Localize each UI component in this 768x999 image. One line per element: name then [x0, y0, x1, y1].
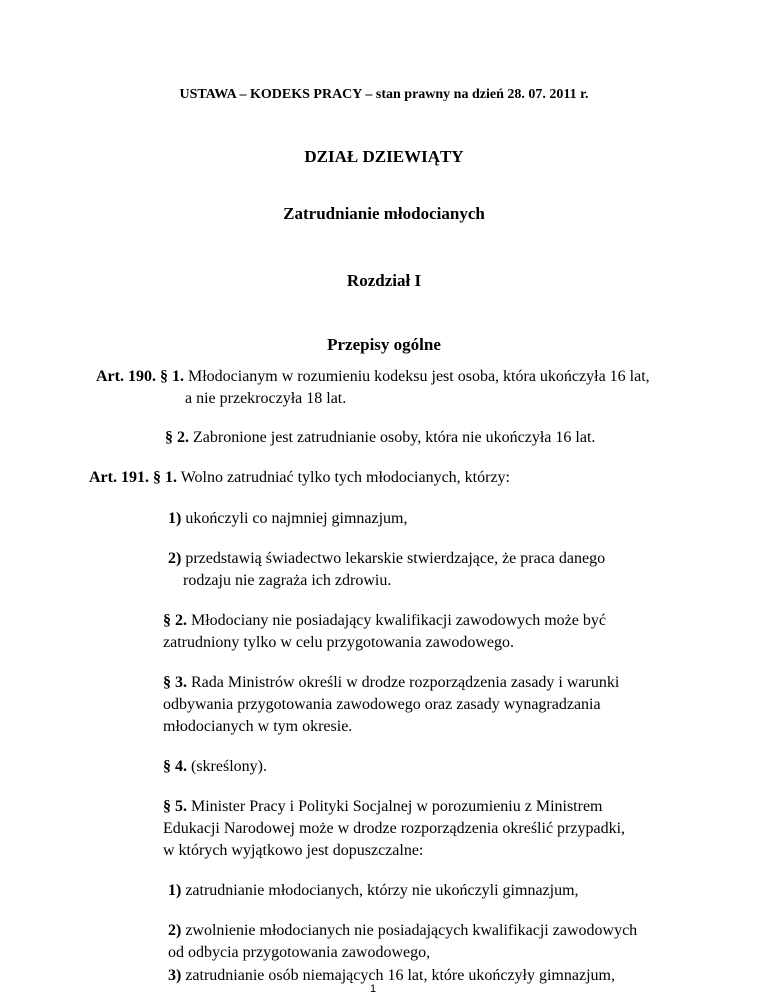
art-191-par-3-line-2: odbywania przygotowania zawodowego oraz zasady wynagradzania: [163, 696, 601, 713]
division-title: DZIAŁ DZIEWIĄTY: [304, 147, 464, 166]
art-190-par-2: [165, 428, 595, 447]
document-title: Zatrudnianie młodocianych: [283, 204, 485, 223]
section-title: Przepisy ogólne: [327, 335, 441, 354]
paragraph-text: Zabronione jest zatrudnianie osoby, która nie ukończyła 16 lat.: [189, 429, 596, 446]
item-number: 1): [168, 510, 182, 527]
art-191-par-1: [89, 468, 510, 487]
page-number: 1: [370, 983, 377, 995]
art-191-par-3-line-3: młodocianych w tym okresie.: [163, 718, 353, 735]
item-text: zwolnienie młodocianych nie posiadających kwalifikacji zawodowych: [181, 922, 638, 939]
art-190-par-1: [96, 367, 650, 386]
article-label: Art. 191.: [89, 469, 149, 486]
item-text: zatrudnianie młodocianych, którzy nie ukończyli gimnazjum,: [181, 882, 579, 899]
article-label: Art. 190.: [96, 368, 156, 385]
item-text: ukończyli co najmniej gimnazjum,: [181, 510, 408, 527]
art-191-par-5-item-2-continuation: od odbycia przygotowania zawodowego,: [168, 944, 431, 961]
item-number: 2): [168, 550, 182, 567]
art-191-par-3: [163, 673, 619, 692]
item-text: zatrudnianie osób niemających 16 lat, które ukończyły gimnazjum,: [181, 967, 615, 984]
art-191-par-2-continuation: zatrudniony tylko w celu przygotowania zawodowego.: [163, 634, 515, 651]
art-191-par-1-item-1: [168, 509, 408, 528]
paragraph-marker: § 2.: [165, 429, 189, 446]
art-191-par-5-item-3: [168, 966, 615, 985]
item-number: 2): [168, 922, 182, 939]
paragraph-text: Wolno zatrudniać tylko tych młodocianych, którzy:: [176, 469, 510, 486]
paragraph-text: Minister Pracy i Polityki Socjalnej w porozumieniu z Ministrem: [187, 798, 603, 815]
art-191-par-5-line-2: Edukacji Narodowej może w drodze rozporządzenia określić przypadki,: [163, 820, 626, 837]
art-191-par-1-item-2: [168, 549, 605, 568]
paragraph-text: Młodociany nie posiadający kwalifikacji zawodowych może być: [187, 612, 606, 629]
art-191-par-5-item-1: [168, 881, 579, 900]
art-191-par-5: [163, 797, 603, 816]
art-190-par-1-continuation: a nie przekroczyła 18 lat.: [185, 390, 347, 407]
paragraph-marker: § 1.: [152, 469, 177, 486]
art-191-par-1-item-2-continuation: rodzaju nie zagraża ich zdrowiu.: [183, 572, 392, 589]
art-191-par-2: [163, 611, 606, 630]
paragraph-marker: § 2.: [163, 612, 187, 629]
document-header: USTAWA – KODEKS PRACY – stan prawny na dzień 28. 07. 2011 r.: [179, 87, 589, 102]
paragraph-marker: § 3.: [163, 674, 187, 691]
paragraph-marker: § 1.: [159, 368, 184, 385]
paragraph-marker: § 4.: [163, 758, 187, 775]
item-number: 1): [168, 882, 182, 899]
art-191-par-5-item-2: [168, 921, 637, 940]
paragraph-marker: § 5.: [163, 798, 187, 815]
item-text: przedstawią świadectwo lekarskie stwierdzające, że praca danego: [181, 550, 606, 567]
paragraph-text: Rada Ministrów określi w drodze rozporządzenia zasady i warunki: [187, 674, 620, 691]
art-191-par-5-line-3: w których wyjątkowo jest dopuszczalne:: [163, 842, 424, 859]
paragraph-text: Młodocianym w rozumieniu kodeksu jest osoba, która ukończyła 16 lat,: [183, 368, 650, 385]
art-191-par-4: [163, 757, 267, 776]
chapter-title: Rozdział I: [346, 271, 422, 290]
paragraph-text: (skreślony).: [187, 758, 267, 775]
item-number: 3): [168, 967, 182, 984]
